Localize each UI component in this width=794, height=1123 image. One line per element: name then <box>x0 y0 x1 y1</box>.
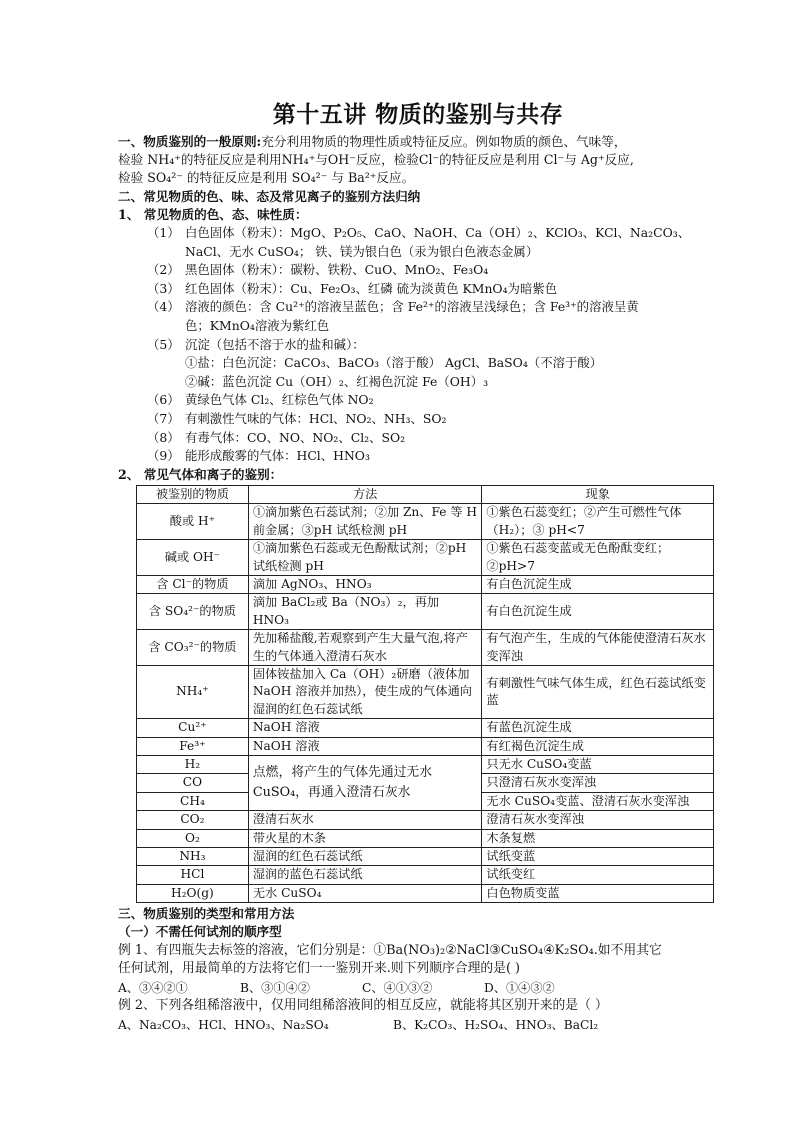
option-b: B、③①④② <box>240 980 310 995</box>
table-row: CO 只澄清石灰水变浑浊 <box>137 774 714 792</box>
list-item: （9） 能形成酸雾的气体：HCl、HNO₃ <box>147 448 370 464</box>
table-header-row <box>137 485 714 503</box>
identification-table <box>136 485 714 903</box>
list-item: （3） 红色固体（粉末）：Cu、Fe₂O₃、红磷 硫为淡黄色 KMnO₄为暗紫色 <box>147 280 558 296</box>
section-3-subheading: （一）不需任何试剂的顺序型 <box>118 924 282 940</box>
option-c: C、④①③② <box>362 980 433 995</box>
option-b: B、K₂CO₃、H₂SO₄、HNO₃、BaCl₂ <box>393 1017 599 1032</box>
list-item-continuation: 色；KMnO₄溶液为紫红色 <box>185 317 330 333</box>
example-2-options <box>118 1016 718 1035</box>
list-item-continuation: NaCl、无水 CuSO₄； 铁、镁为银白色（汞为银白色液态金属） <box>185 243 539 259</box>
combustion-method-cell: 点燃，将产生的气体先通过无水 CuSO₄，再通入澄清石灰水 <box>248 756 482 811</box>
table-row: O₂ 带火星的木条 木条复燃 <box>137 829 714 847</box>
example-2-line: 例 2、下列各组稀溶液中，仅用同组稀溶液间的相互反应，就能将其区别开来的是（ ） <box>118 998 608 1014</box>
subsection-1-heading: 1、 常见物质的色、态、味性质： <box>118 206 308 222</box>
table-row: CO₂ 澄清石灰水 澄清石灰水变浑浊 <box>137 811 714 829</box>
list-item-continuation: ②碱：蓝色沉淀 Cu（OH）₂、红褐色沉淀 Fe（OH）₃ <box>185 373 489 389</box>
table-row: H₂O(g) 无水 CuSO₄ 白色物质变蓝 <box>137 884 714 902</box>
list-item: （1） 白色固体（粉末）：MgO、P₂O₅、CaO、NaOH、Ca（OH）₂、KClO₃、KCl、Na₂CO₃、 <box>147 225 691 241</box>
example-1-line-2: 任何试剂，用最简单的方法将它们一一鉴别开来.则下列顺序合理的是( ) <box>118 961 521 977</box>
table-row: H₂ 点燃，将产生的气体先通过无水 CuSO₄，再通入澄清石灰水 只无水 CuSO₄变蓝 <box>137 756 714 774</box>
section-2-heading: 二、常见物质的色、味、态及常见离子的鉴别方法归纳 <box>118 188 421 204</box>
section-3-heading: 三、物质鉴别的类型和常用方法 <box>118 906 295 922</box>
list-item: （7） 有刺激性气味的气体：HCl、NO₂、NH₃、SO₂ <box>147 410 447 426</box>
section-1-heading: 一、物质鉴别的一般原则: <box>118 134 262 149</box>
table-row: 含 SO₄²⁻的物质 滴加 BaCl₂或 Ba（NO₃）₂，再加 HNO₃ 有白色沉淀生成 <box>137 594 714 630</box>
option-a: A、③④②① <box>118 980 188 995</box>
list-item: （4） 溶液的颜色：含 Cu²⁺的溶液呈蓝色；含 Fe²⁺的溶液呈浅绿色；含 Fe³⁺的溶液呈黄 <box>147 299 639 315</box>
section-1-line-3: 检验 SO₄²⁻ 的特征反应是利用 SO₄²⁻ 与 Ba²⁺反应。 <box>118 170 415 186</box>
section-1-line-2: 检验 NH₄⁺的特征反应是利用NH₄⁺与OH⁻反应，检验Cl⁻的特征反应是利用 Cl⁻与 Ag⁺反应, <box>118 152 634 168</box>
example-1-options <box>118 979 718 998</box>
list-item: （6） 黄绿色气体 Cl₂、红棕色气体 NO₂ <box>147 392 374 408</box>
property-list <box>118 224 718 466</box>
table-row: NH₄⁺ 固体铵盐加入 Ca（OH）₂研磨（液体加 NaOH 溶液并加热），使生成的气体通向湿润的红色石蕊试纸 有刺激性气味气体生成，红色石蕊试纸变蓝 <box>137 666 714 719</box>
table-header: 方法 <box>248 485 482 503</box>
table-row: NH₃ 湿润的红色石蕊试纸 试纸变蓝 <box>137 848 714 866</box>
table-row: Cu²⁺ NaOH 溶液 有蓝色沉淀生成 <box>137 719 714 737</box>
list-item: （8） 有毒气体：CO、NO、NO₂、Cl₂、SO₂ <box>147 429 406 445</box>
page-title: 第十五讲 物质的鉴别与共存 <box>272 102 564 128</box>
option-d: D、①④③② <box>484 980 555 995</box>
option-a: A、Na₂CO₃、HCl、HNO₃、Na₂SO₄ <box>118 1017 329 1032</box>
table-row: Fe³⁺ NaOH 溶液 有红褐色沉淀生成 <box>137 737 714 755</box>
list-item: （5） 沉淀（包括不溶于水的盐和碱）： <box>147 336 365 352</box>
list-item-continuation: ①盐：白色沉淀：CaCO₃、BaCO₃（溶于酸） AgCl、BaSO₄（不溶于酸） <box>185 355 603 371</box>
document-page <box>118 96 718 1034</box>
table-row: 碱或 OH⁻ ①滴加紫色石蕊或无色酚酞试剂；②pH 试纸检测 pH ①紫色石蕊变蓝或无色酚酞变红；②pH>7 <box>137 540 714 576</box>
table-row: HCl 湿润的蓝色石蕊试纸 试纸变红 <box>137 866 714 884</box>
table-header: 现象 <box>482 485 714 503</box>
section-1-line-1: 一、物质鉴别的一般原则:充分利用物质的物理性质或特征反应。例如物质的颜色、气味等， <box>118 134 627 149</box>
table-row: 含 CO₃²⁻的物质 先加稀盐酸,若观察到产生大量气泡,将产生的气体通入澄清石灰水 有气泡产生，生成的气体能使澄清石灰水变浑浊 <box>137 630 714 666</box>
example-1-line-1: 例 1、有四瓶失去标签的溶液，它们分别是：①Ba(NO₃)₂②NaCl③CuSO₄④K₂SO₄.如不用其它 <box>118 942 662 958</box>
table-row: 酸或 H⁺ ①滴加紫色石蕊试剂；②加 Zn、Fe 等 H 前金属；③pH 试纸检测 pH ①紫色石蕊变红；②产生可燃性气体（H₂）；③ pH<7 <box>137 504 714 540</box>
table-row: 含 Cl⁻的物质 滴加 AgNO₃、HNO₃ 有白色沉淀生成 <box>137 575 714 593</box>
list-item: （2） 黑色固体（粉末）：碳粉、铁粉、CuO、MnO₂、Fe₃O₄ <box>147 262 489 278</box>
table-header: 被鉴别的物质 <box>137 485 249 503</box>
table-row: CH₄ 无水 CuSO₄变蓝、澄清石灰水变浑浊 <box>137 792 714 810</box>
subsection-2-heading: 2、 常见气体和离子的鉴别： <box>118 466 283 482</box>
